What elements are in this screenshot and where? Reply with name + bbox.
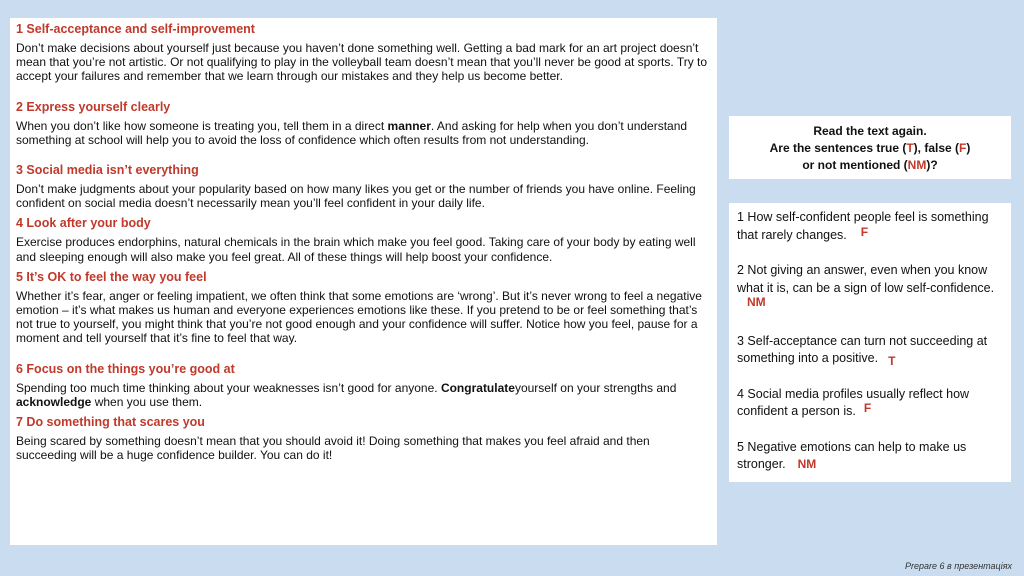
section-7-title: 7 Do something that scares you	[16, 415, 205, 430]
question-2: 2 Not giving an answer, even when you know what it is, can be a sign of low self-confidence.NM	[737, 262, 1003, 315]
section-2-title: 2 Express yourself clearly	[16, 99, 171, 114]
question-3: 3 Self-acceptance can turn not succeeding at something into a positive. T	[737, 333, 1003, 368]
section-6-title: 6 Focus on the things you’re good at	[16, 361, 235, 376]
keyword-manner: manner	[387, 118, 431, 133]
answer-5: NM	[797, 457, 817, 471]
section-3-title: 3 Social media isn’t everything	[16, 163, 199, 178]
task-line-3: or not mentioned (NM)?	[802, 158, 938, 172]
section-3-body: Don’t make judgments about your popularity based on how many likes you get or the number of friends you have online. Feeling confident on social media doesn’t necessarily mean you’ll feel confident in your daily life.	[16, 182, 696, 211]
question-4: 4 Social media profiles usually reflect how confident a person is. F	[737, 386, 970, 418]
task-line-1: Read the text again.	[813, 124, 927, 138]
answer-4: F	[863, 401, 872, 415]
section-5-title: 5 It’s OK to feel the way you feel	[16, 269, 207, 284]
section-5-body: Whether it’s fear, anger or feeling impatient, we often think that some emotions are ‘wrong’. But it’s never wrong to feel a negative emotion – it’s what makes us human and everyone experiences emotions like these. If you pretend to be or feel something that’s not true to yourself, you might think that you’re not good enough and your confidence will suffer. Notice how you feel, pause for a moment and tell yourself that it’s fine to feel that way.	[16, 288, 702, 346]
task-line-2: Are the sentences true (T), false (F)	[769, 141, 971, 155]
section-4-body: Exercise produces endorphins, natural chemicals in the brain which make you feel good. Taking care of your body by eating well and sleeping enough will also make you feel great. All of these things will help boost your confidence.	[16, 235, 696, 264]
section-2-body: When you don’t like how someone is treating you, tell them in a direct manner. And asking for help when you don’t understand something at school will help you to avoid the loss of confidence which often results from not understanding.	[16, 118, 688, 147]
reading-text-panel	[10, 18, 717, 545]
task-instructions-panel	[729, 116, 1011, 179]
footer-caption: Prepare 6 в презентаціях	[905, 561, 1012, 571]
answer-3: T	[888, 354, 896, 368]
section-4-title: 4 Look after your body	[16, 216, 151, 231]
section-1-title: 1 Self-acceptance and self-improvement	[16, 22, 255, 36]
keyword-acknowledge: acknowledge	[16, 394, 92, 409]
question-1: 1 How self-confident people feel is something that rarely changes. F	[737, 210, 989, 242]
answer-1: F	[860, 224, 869, 239]
questions-panel	[729, 203, 1011, 482]
section-6-body: Spending too much time thinking about your weaknesses isn’t good for anyone. Congratulateyourself on your strengths and acknowledge when you use them.	[16, 380, 677, 409]
question-5: 5 Negative emotions can help to make us stronger. NM	[737, 439, 1003, 474]
section-1-body: Don’t make decisions about yourself just because you haven’t done something well. Getting a bad mark for an art project doesn’t mean that you’re not artistic. Or not qualifying to play in the volleyball team doesn’t mean that you’ll never be good at sports. Try to accept your failures and remember that we learn through our mistakes and they help us become better.	[16, 41, 708, 84]
answer-2: NM	[747, 295, 766, 309]
keyword-congratulate: Congratulate	[440, 380, 515, 395]
section-7-body: Being scared by something doesn’t mean that you should avoid it! Doing something that makes you feel afraid and then succeeding will be a huge confidence builder. You can do it!	[16, 434, 650, 463]
